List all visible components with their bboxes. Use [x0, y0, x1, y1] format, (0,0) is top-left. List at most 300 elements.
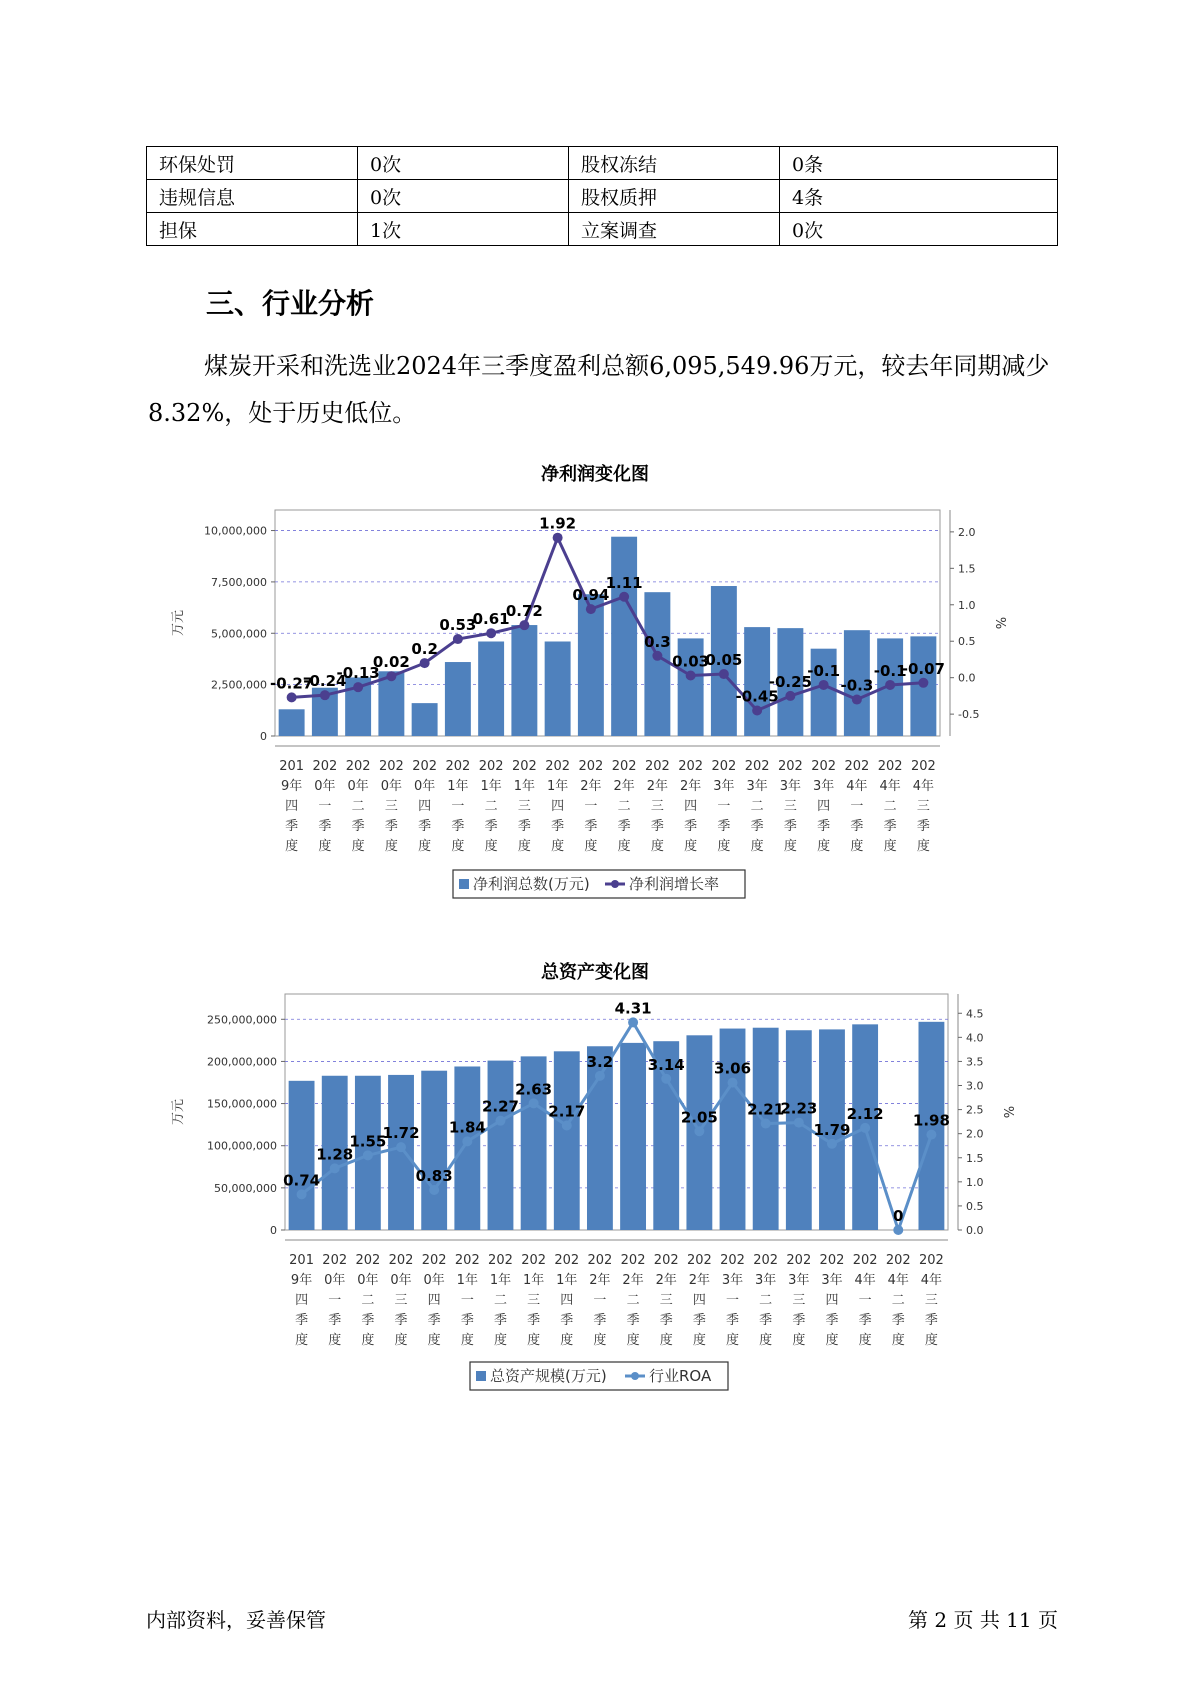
data-label: 3.2 — [586, 1052, 614, 1071]
total-assets-chart — [170, 960, 1050, 1415]
x-tick-label: 度 — [916, 839, 930, 854]
x-tick-label: 2年 — [646, 779, 669, 794]
table-cell: 担保 — [147, 213, 358, 246]
x-tick-label: 4年 — [854, 1273, 876, 1288]
x-tick-label: 202 — [910, 759, 936, 774]
x-tick-label: 三 — [527, 1293, 541, 1308]
data-label: -0.3 — [840, 676, 874, 695]
x-tick-label: 度 — [560, 1333, 574, 1348]
data-label: 1.55 — [349, 1132, 387, 1151]
y-tick-label: 250,000,000 — [207, 1013, 277, 1027]
line-point — [628, 1017, 638, 1027]
x-tick-label: 度 — [858, 1333, 872, 1348]
data-label: 1.72 — [382, 1124, 420, 1143]
x-tick-label: 季 — [484, 819, 498, 834]
data-label: 2.12 — [846, 1104, 884, 1123]
x-tick-label: 季 — [858, 1313, 872, 1328]
y-tick-label: 2,500,000 — [211, 678, 267, 692]
x-tick-label: 三 — [384, 799, 398, 814]
x-tick-label: 1年 — [546, 779, 569, 794]
x-tick-label: 3年 — [713, 779, 735, 794]
line-point — [893, 1225, 903, 1235]
data-label: 0.83 — [415, 1167, 453, 1186]
x-tick-label: 一 — [584, 799, 598, 814]
x-tick-label: 3年 — [746, 779, 768, 794]
x-tick-label: 度 — [427, 1333, 441, 1348]
x-tick-label: 1年 — [489, 1273, 512, 1288]
legend-swatch-bar — [459, 879, 469, 889]
legend-label: 总资产规模(万元) — [490, 1367, 607, 1385]
line-point — [353, 682, 363, 692]
x-tick-label: 三 — [792, 1293, 806, 1308]
data-label: 0.94 — [572, 586, 610, 605]
line-point — [287, 692, 297, 702]
x-tick-label: 3年 — [755, 1273, 777, 1288]
x-tick-label: 202 — [587, 1253, 613, 1268]
data-label: 1.28 — [316, 1145, 354, 1164]
y2-tick-label: 2.0 — [958, 525, 976, 539]
net-profit-chart — [170, 460, 1050, 920]
x-tick-label: 季 — [924, 1313, 938, 1328]
x-tick-label: 四 — [817, 799, 831, 814]
data-label: 4.31 — [614, 999, 652, 1018]
x-tick-label: 度 — [351, 839, 365, 854]
x-tick-label: 度 — [626, 1333, 640, 1348]
data-label: 2.05 — [680, 1108, 718, 1127]
x-tick-label: 季 — [883, 819, 897, 834]
bar — [545, 641, 571, 736]
x-tick-label: 二 — [484, 799, 498, 814]
legend-swatch-bar — [476, 1371, 486, 1381]
x-tick-label: 0年 — [413, 779, 436, 794]
x-tick-label: 9年 — [290, 1273, 313, 1288]
x-tick-label: 202 — [454, 1253, 480, 1268]
table-row — [147, 180, 1058, 213]
x-tick-label: 度 — [517, 839, 531, 854]
line-point — [495, 1116, 505, 1126]
x-tick-label: 202 — [388, 1253, 414, 1268]
x-tick-label: 202 — [919, 1253, 944, 1268]
data-label: 0.2 — [411, 640, 438, 659]
x-tick-label: 季 — [427, 1313, 441, 1328]
x-tick-label: 度 — [394, 1333, 408, 1348]
x-tick-label: 一 — [318, 799, 332, 814]
x-tick-label: 度 — [659, 1333, 673, 1348]
x-tick-label: 一 — [850, 799, 864, 814]
line-point — [562, 1120, 572, 1130]
x-tick-label: 2年 — [679, 779, 702, 794]
x-tick-label: 1年 — [456, 1273, 478, 1288]
section-heading: 三、行业分析 — [206, 287, 375, 320]
x-tick-label: 季 — [916, 819, 930, 834]
data-label: 1.11 — [605, 573, 643, 592]
data-label: 0.05 — [705, 651, 743, 670]
y-tick-label: 200,000,000 — [207, 1055, 277, 1069]
x-tick-label: 四 — [285, 799, 299, 814]
x-tick-label: 202 — [620, 1253, 646, 1268]
x-tick-label: 度 — [692, 1333, 706, 1348]
table-row — [147, 147, 1058, 180]
bar — [445, 662, 471, 736]
x-tick-label: 度 — [850, 839, 864, 854]
x-tick-label: 202 — [478, 759, 504, 774]
line-point — [519, 620, 529, 630]
line-point — [330, 1163, 340, 1173]
data-label: 1.79 — [813, 1120, 851, 1139]
x-tick-label: 季 — [817, 819, 831, 834]
x-tick-label: 四 — [418, 799, 432, 814]
x-tick-label: 202 — [720, 1253, 745, 1268]
line-point — [752, 705, 762, 715]
legend-label: 净利润增长率 — [629, 875, 720, 893]
data-label: 0.03 — [672, 652, 710, 671]
x-tick-label: 季 — [825, 1313, 839, 1328]
x-tick-label: 季 — [783, 819, 797, 834]
x-tick-label: 季 — [726, 1313, 740, 1328]
line-point — [595, 1071, 605, 1081]
line-point — [819, 680, 829, 690]
bar — [421, 1071, 447, 1230]
x-tick-label: 0年 — [423, 1273, 445, 1288]
x-tick-label: 四 — [560, 1293, 574, 1308]
table-row — [147, 213, 1058, 246]
line-point — [453, 634, 463, 644]
table-cell: 0次 — [358, 180, 569, 213]
x-tick-label: 季 — [717, 819, 731, 834]
bar — [478, 641, 504, 736]
x-tick-label: 季 — [527, 1313, 541, 1328]
data-label: 0.74 — [283, 1171, 321, 1190]
x-tick-label: 202 — [877, 759, 903, 774]
x-tick-label: 度 — [783, 839, 797, 854]
data-label: 0.02 — [372, 653, 410, 672]
x-tick-label: 季 — [650, 819, 664, 834]
x-tick-label: 四 — [427, 1293, 441, 1308]
y2-tick-label: 1.5 — [958, 562, 976, 576]
x-tick-label: 202 — [711, 759, 737, 774]
y2-tick-label: 2.0 — [966, 1127, 984, 1141]
x-tick-label: 202 — [511, 759, 537, 774]
y-tick-label: 50,000,000 — [214, 1181, 277, 1195]
x-tick-label: 度 — [285, 839, 299, 854]
x-tick-label: 季 — [418, 819, 432, 834]
x-tick-label: 4年 — [887, 1273, 909, 1288]
x-tick-label: 9年 — [280, 779, 303, 794]
line-point — [719, 669, 729, 679]
data-label: 0.3 — [644, 632, 671, 651]
y2-tick-label: 0.0 — [958, 671, 976, 685]
x-tick-label: 202 — [488, 1253, 513, 1268]
line-point — [885, 680, 895, 690]
x-tick-label: 度 — [295, 1333, 309, 1348]
x-tick-label: 0年 — [380, 779, 403, 794]
data-label: 1.98 — [912, 1111, 950, 1130]
x-tick-label: 度 — [817, 839, 831, 854]
x-tick-label: 202 — [312, 759, 338, 774]
risk-info-table — [146, 146, 1058, 246]
line-point — [694, 1126, 704, 1136]
footer-note: 内部资料，妥善保管 — [146, 1608, 326, 1632]
y2-tick-label: -0.5 — [958, 708, 980, 722]
data-label: 2.63 — [515, 1080, 553, 1099]
x-tick-label: 季 — [328, 1313, 342, 1328]
data-label: 2.21 — [747, 1100, 785, 1119]
table-cell: 环保处罚 — [147, 147, 358, 180]
x-tick-label: 季 — [451, 819, 465, 834]
x-tick-label: 1年 — [480, 779, 502, 794]
line-point — [652, 651, 662, 661]
line-point — [827, 1139, 837, 1149]
line-point — [852, 695, 862, 705]
x-tick-label: 202 — [611, 759, 637, 774]
x-tick-label: 202 — [744, 759, 770, 774]
y2-tick-label: 0.5 — [966, 1199, 984, 1213]
x-tick-label: 一 — [328, 1293, 342, 1308]
x-tick-label: 0年 — [347, 779, 369, 794]
x-tick-label: 季 — [684, 819, 698, 834]
y-tick-label: 5,000,000 — [211, 627, 267, 641]
bar — [511, 625, 537, 736]
y2-tick-label: 1.5 — [966, 1151, 984, 1165]
x-tick-label: 202 — [819, 1253, 845, 1268]
x-tick-label: 度 — [825, 1333, 839, 1348]
data-label: 2.17 — [548, 1102, 586, 1121]
x-tick-label: 202 — [777, 759, 803, 774]
x-tick-label: 四 — [684, 799, 698, 814]
bar — [388, 1075, 414, 1230]
x-tick-label: 202 — [412, 759, 438, 774]
data-label: -0.24 — [303, 672, 347, 691]
data-label: 0.53 — [439, 616, 477, 635]
line-point — [553, 533, 563, 543]
x-tick-label: 2年 — [589, 1273, 611, 1288]
data-label: -0.45 — [735, 687, 779, 706]
x-tick-label: 度 — [551, 839, 565, 854]
bar — [644, 592, 670, 736]
table-cell: 4条 — [780, 180, 1058, 213]
bar — [753, 1028, 779, 1230]
x-tick-label: 度 — [484, 839, 498, 854]
x-tick-label: 度 — [460, 1333, 474, 1348]
x-tick-label: 202 — [378, 759, 404, 774]
bar — [578, 594, 604, 736]
x-tick-label: 度 — [527, 1333, 541, 1348]
line-point — [661, 1074, 671, 1084]
x-tick-label: 3年 — [821, 1273, 843, 1288]
line-point — [429, 1185, 439, 1195]
x-tick-label: 一 — [726, 1293, 740, 1308]
x-tick-label: 季 — [792, 1313, 806, 1328]
x-tick-label: 季 — [285, 819, 299, 834]
line-point — [396, 1142, 406, 1152]
x-tick-label: 202 — [686, 1253, 712, 1268]
x-tick-label: 202 — [852, 1253, 878, 1268]
x-tick-label: 度 — [617, 839, 631, 854]
x-tick-label: 一 — [858, 1293, 872, 1308]
x-tick-label: 202 — [445, 759, 471, 774]
data-label: 2.27 — [481, 1097, 519, 1116]
x-tick-label: 度 — [328, 1333, 342, 1348]
y2-tick-label: 3.0 — [966, 1079, 984, 1093]
x-tick-label: 2年 — [580, 779, 602, 794]
x-tick-label: 201 — [279, 759, 305, 774]
x-tick-label: 4年 — [879, 779, 901, 794]
x-tick-label: 一 — [460, 1293, 474, 1308]
y-tick-label: 7,500,000 — [211, 575, 267, 589]
x-tick-label: 季 — [517, 819, 531, 834]
data-label: 3.06 — [714, 1059, 752, 1078]
data-label: 1.84 — [448, 1118, 486, 1137]
line-point — [686, 670, 696, 680]
x-tick-label: 三 — [650, 799, 664, 814]
y-tick-label: 100,000,000 — [207, 1139, 277, 1153]
bar — [611, 537, 637, 736]
line-point — [860, 1123, 870, 1133]
x-tick-label: 季 — [692, 1313, 706, 1328]
x-tick-label: 三 — [517, 799, 531, 814]
y-tick-label: 0 — [270, 1224, 277, 1237]
x-tick-label: 季 — [394, 1313, 408, 1328]
x-tick-label: 二 — [626, 1293, 640, 1308]
x-tick-label: 季 — [759, 1313, 773, 1328]
x-tick-label: 度 — [924, 1333, 938, 1348]
bar — [744, 627, 770, 736]
x-tick-label: 4年 — [846, 779, 868, 794]
line-point — [728, 1078, 738, 1088]
y-axis-label: 万元 — [171, 609, 186, 637]
x-tick-label: 度 — [318, 839, 332, 854]
x-tick-label: 度 — [717, 839, 731, 854]
x-tick-label: 202 — [885, 1253, 911, 1268]
x-tick-label: 202 — [653, 1253, 679, 1268]
line-point — [363, 1150, 373, 1160]
x-tick-label: 度 — [418, 839, 432, 854]
x-tick-label: 季 — [750, 819, 764, 834]
y2-tick-label: 3.5 — [966, 1055, 984, 1069]
x-tick-label: 季 — [318, 819, 332, 834]
x-tick-label: 二 — [891, 1293, 905, 1308]
x-tick-label: 季 — [351, 819, 365, 834]
chart-title: 净利润变化图 — [541, 464, 649, 485]
x-tick-label: 202 — [545, 759, 571, 774]
x-tick-label: 二 — [883, 799, 897, 814]
plot-area — [275, 510, 940, 736]
data-label: 1.92 — [539, 514, 577, 533]
bar — [554, 1051, 580, 1230]
x-tick-label: 一 — [717, 799, 731, 814]
x-tick-label: 四 — [295, 1293, 309, 1308]
x-tick-label: 二 — [617, 799, 631, 814]
x-tick-label: 2年 — [688, 1273, 711, 1288]
x-tick-label: 202 — [578, 759, 604, 774]
x-tick-label: 季 — [560, 1313, 574, 1328]
x-tick-label: 2年 — [613, 779, 635, 794]
x-tick-label: 季 — [850, 819, 864, 834]
x-tick-label: 季 — [584, 819, 598, 834]
x-tick-label: 季 — [551, 819, 565, 834]
x-tick-label: 0年 — [314, 779, 336, 794]
x-tick-label: 四 — [692, 1293, 706, 1308]
data-label: -0.27 — [270, 674, 314, 693]
x-tick-label: 度 — [684, 839, 698, 854]
bar — [454, 1066, 480, 1230]
x-tick-label: 二 — [493, 1293, 507, 1308]
line-point — [926, 1130, 936, 1140]
table-cell: 股权冻结 — [569, 147, 780, 180]
x-tick-label: 度 — [584, 839, 598, 854]
data-label: -0.1 — [873, 661, 907, 680]
page-number: 第 2 页 共 11 页 — [908, 1608, 1058, 1632]
x-tick-label: 季 — [295, 1313, 309, 1328]
line-point — [785, 691, 795, 701]
line-point — [297, 1189, 307, 1199]
legend-swatch-point — [611, 880, 619, 888]
x-tick-label: 一 — [451, 799, 465, 814]
x-tick-label: 度 — [891, 1333, 905, 1348]
x-tick-label: 3年 — [812, 779, 835, 794]
table-cell: 1次 — [358, 213, 569, 246]
x-tick-label: 202 — [322, 1253, 348, 1268]
x-tick-label: 季 — [384, 819, 398, 834]
y2-axis-label: % — [992, 616, 1007, 630]
x-tick-label: 1年 — [447, 779, 469, 794]
x-tick-label: 二 — [361, 1293, 375, 1308]
legend-label: 净利润总数(万元) — [473, 875, 590, 893]
data-label: 0 — [893, 1207, 904, 1225]
x-tick-label: 一 — [593, 1293, 607, 1308]
x-tick-label: 三 — [916, 799, 930, 814]
x-tick-label: 季 — [593, 1313, 607, 1328]
y-tick-label: 10,000,000 — [204, 524, 267, 538]
line-point — [619, 592, 629, 602]
x-tick-label: 季 — [626, 1313, 640, 1328]
x-tick-label: 度 — [792, 1333, 806, 1348]
bar — [620, 1043, 646, 1230]
x-tick-label: 1年 — [513, 779, 536, 794]
x-tick-label: 季 — [891, 1313, 905, 1328]
data-label: 2.23 — [780, 1099, 818, 1118]
x-tick-label: 1年 — [522, 1273, 545, 1288]
section-paragraph: 煤炭开采和洗选业2024年三季度盈利总额6,095,549.96万元，较去年同期减少8.32%，处于历史低位。 — [148, 352, 1050, 427]
x-tick-label: 0年 — [390, 1273, 412, 1288]
data-label: 0.72 — [505, 602, 543, 621]
table-cell: 股权质押 — [569, 180, 780, 213]
y2-tick-label: 1.0 — [966, 1175, 984, 1189]
x-tick-label: 四 — [551, 799, 565, 814]
bar — [289, 1081, 315, 1230]
data-label: -0.07 — [901, 659, 945, 678]
table-cell: 立案调查 — [569, 213, 780, 246]
line-point — [794, 1118, 804, 1128]
line-point — [486, 628, 496, 638]
y2-tick-label: 2.5 — [966, 1103, 984, 1117]
y-tick-label: 150,000,000 — [207, 1097, 277, 1111]
table-cell: 0次 — [780, 213, 1058, 246]
x-tick-label: 二 — [759, 1293, 773, 1308]
legend-swatch-point — [631, 1372, 639, 1380]
x-tick-label: 度 — [593, 1333, 607, 1348]
bar — [488, 1061, 514, 1230]
x-tick-label: 三 — [783, 799, 797, 814]
x-tick-label: 二 — [750, 799, 764, 814]
data-label: 0.61 — [472, 610, 510, 629]
table-cell: 违规信息 — [147, 180, 358, 213]
line-point — [462, 1136, 472, 1146]
y2-tick-label: 4.5 — [966, 1007, 984, 1021]
x-tick-label: 度 — [451, 839, 465, 854]
x-tick-label: 202 — [786, 1253, 812, 1268]
x-tick-label: 4年 — [912, 779, 935, 794]
